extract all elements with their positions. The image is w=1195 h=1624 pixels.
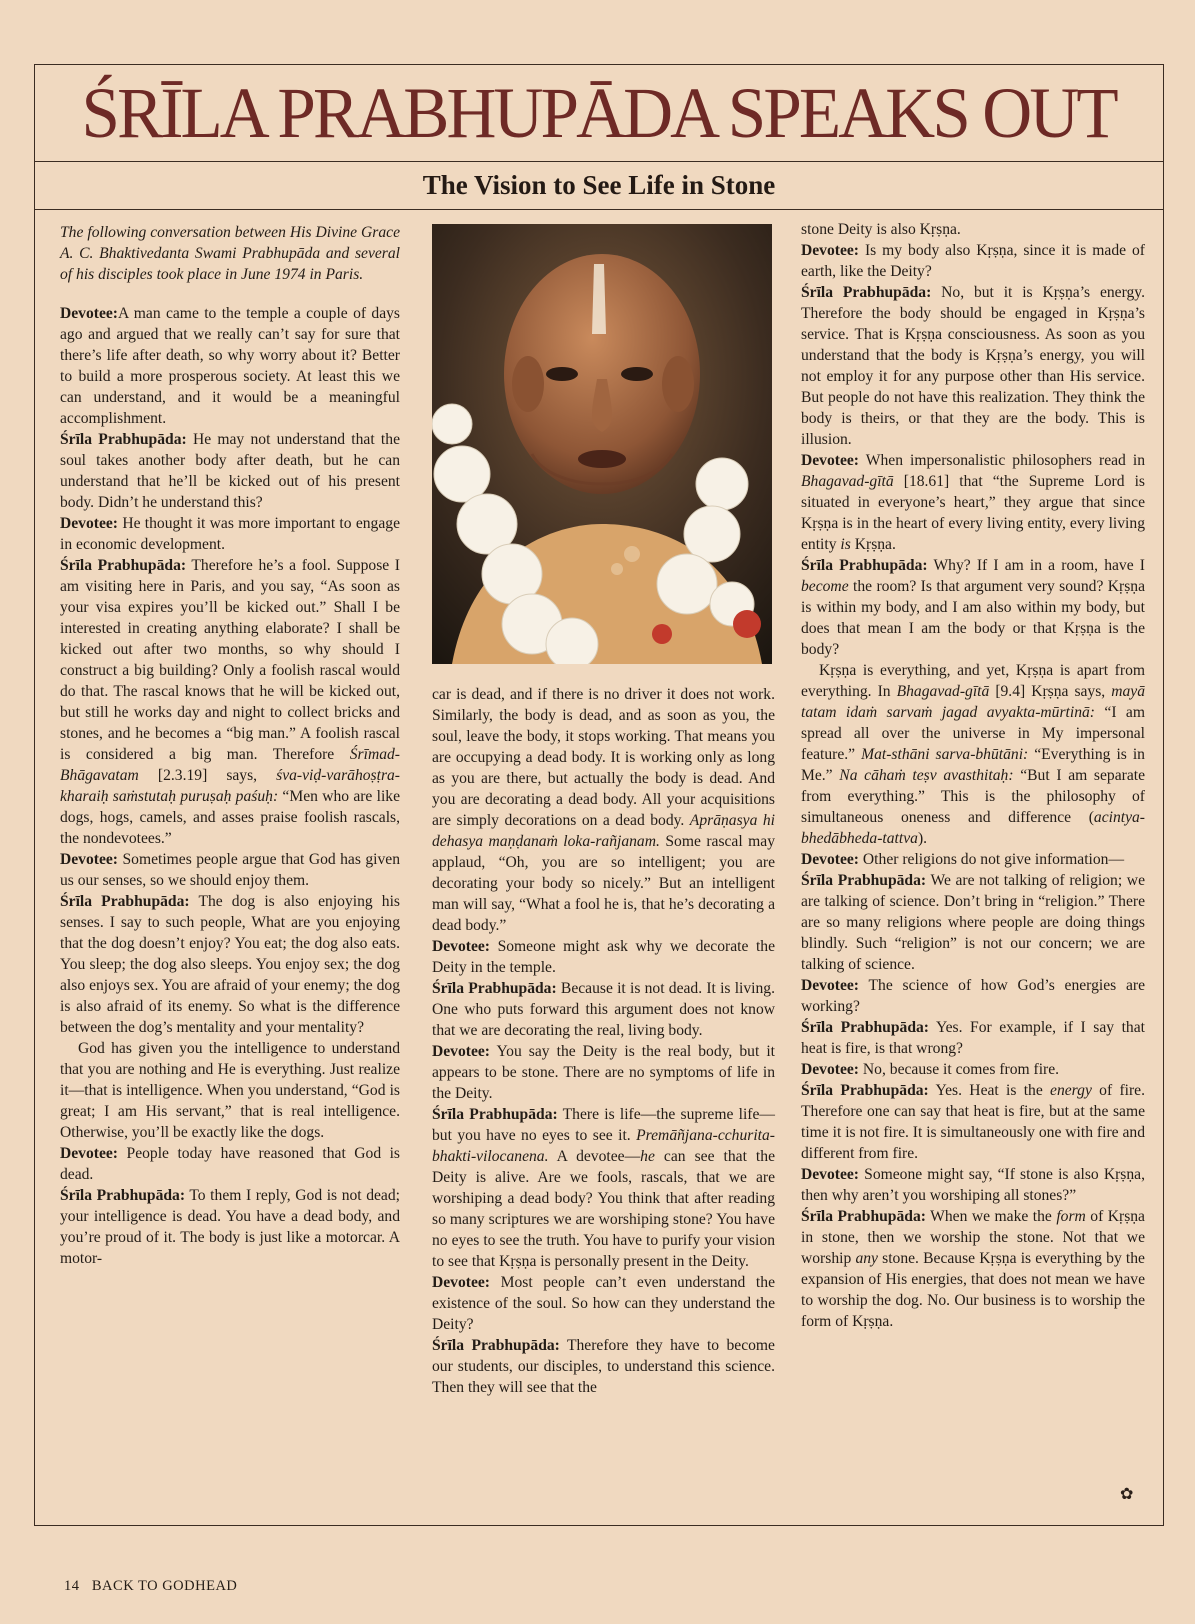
speaker-devotee: Devotee: (801, 242, 860, 259)
paragraph: Śrīla Prabhupāda: To them I reply, God is not dead; your intelligence is dead. You have a dead body, and you’re proud of it. The body is just like a motorcar. A motor- (60, 1187, 400, 1267)
paragraph: God has given you the intelligence to understand that you are nothing and He is everything. Just realize it—that is intelligence. When you understand, “God is great; I am His servant,” that is real intelligence. Otherwise, you’ll be exactly like the dogs. (60, 1040, 400, 1141)
paragraph: Devotee: Someone might say, “If stone is also Kṛṣṇa, then why aren’t you worshiping all stones?” (801, 1166, 1145, 1204)
speaker-devotee: Devotee: (432, 1043, 491, 1060)
speaker-devotee: Devotee: (60, 1145, 119, 1162)
paragraph: Śrīla Prabhupāda: No, but it is Kṛṣṇa’s energy. Therefore the body should be engaged in Kṛṣṇa’s service. That is Kṛṣṇa consciousness. As soon as you understand that the body is Kṛṣṇa’s energy, you will not employ it for any purpose other than His service. But people do not have this realization. They think the body is theirs, or that they are the body. This is illusion. (801, 284, 1145, 448)
paragraph: stone Deity is also Kṛṣṇa. (801, 221, 961, 238)
end-mark-icon: ✿ (1120, 1486, 1134, 1503)
paragraph: Devotee: Someone might ask why we decorate the Deity in the temple. (432, 938, 775, 976)
title-box (35, 65, 1163, 162)
portrait-photo (432, 224, 772, 664)
speaker-prabhupada: Śrīla Prabhupāda: (432, 1106, 558, 1123)
paragraph: Śrīla Prabhupāda: Because it is not dead. It is living. One who puts forward this argument does not know that we are decorating the real, living body. (432, 980, 775, 1039)
speaker-devotee: Devotee: (432, 1274, 491, 1291)
speaker-devotee: Devotee: (60, 305, 119, 322)
page-footer (64, 1578, 237, 1595)
page-subtitle: The Vision to See Life in Stone (422, 169, 776, 200)
page-title: ŚRĪLA PRABHUPĀDA SPEAKS OUT (81, 72, 1117, 153)
paragraph: Śrīla Prabhupāda: There is life—the supreme life—but you have no eyes to see it. Premāñjana-cchurita-bhakti-vilocanena. A devotee—he can see that the Deity is alive. Are we fools, rascals, that we are worshiping a dead body? You think that after reading so many scriptures we are worshiping stone? You have no eyes to see the truth. You have to purify your vision to see that Kṛṣṇa is personally present in the Deity. (432, 1106, 775, 1270)
intro-text: The following conversation between His Divine Grace A. C. Bhaktivedanta Swami Prabhupāda and several of his disciples took place in June 1974 in Paris. (60, 224, 400, 283)
column-2 (432, 684, 775, 1398)
speaker-devotee: Devotee: (801, 1166, 860, 1183)
paragraph: Devotee: Other religions do not give information— (801, 851, 1125, 868)
paragraph: Devotee:A man came to the temple a couple of days ago and argued that we really can’t say for sure that there’s life after death, so why worry about it? Better to build a more prosperous society. At least this we can understand, and it would be a meaningful accomplishment. (60, 305, 400, 427)
paragraph: Śrīla Prabhupāda: Yes. For example, if I say that heat is fire, is that wrong? (801, 1019, 1145, 1057)
speaker-devotee: Devotee: (801, 452, 860, 469)
portrait-illustration (432, 224, 772, 664)
paragraph: Śrīla Prabhupāda: Why? If I am in a room, have I become the room? Is that argument very sound? Kṛṣṇa is within my body, and I am also within my body, but does that mean I am the body or that Kṛṣṇa is the body? (801, 557, 1145, 658)
speaker-prabhupada: Śrīla Prabhupāda: (432, 980, 557, 997)
paragraph: Kṛṣṇa is everything, and yet, Kṛṣṇa is apart from everything. In Bhagavad-gītā [9.4] Kṛṣṇa says, mayā tatam idaṁ sarvaṁ jagad avyakta-mūrtinā: “I am spread all over the universe in My impersonal feature.” Mat-sthāni sarva-bhūtāni: “Everything is in Me.” Na cāhaṁ teṣv avasthitaḥ: “But I am separate from everything.” This is the philosophy of simultaneous oneness and difference (acintya-bhedābheda-tattva). (801, 662, 1146, 847)
paragraph: Śrīla Prabhupāda: When we make the form of Kṛṣṇa in stone, then we worship the stone. Not that we worship any stone. Because Kṛṣṇa is everything by the expansion of His energies, that does not mean we have to worship the dog. No. Our business is to worship the form of Kṛṣṇa. (801, 1208, 1145, 1330)
paragraph: Devotee: People today have reasoned that God is dead. (60, 1145, 401, 1183)
paragraph: Śrīla Prabhupāda: We are not talking of religion; we are talking of science. Don’t bring in “religion.” There are so many religions where people are doing things blindly. Such “religion” is not our concern; we are talking of science. (801, 872, 1145, 973)
speaker-prabhupada: Śrīla Prabhupāda: (801, 284, 932, 301)
speaker-prabhupada: Śrīla Prabhupāda: (432, 1337, 560, 1354)
paragraph: Devotee: No, because it comes from fire. (801, 1061, 1060, 1078)
paragraph: Śrīla Prabhupāda: The dog is also enjoying his senses. I say to such people, What are you enjoying that the dog doesn’t enjoy? You eat; the dog also eats. You sleep; the dog also sleeps. You enjoy sex; the dog also enjoys sex. You are afraid of your enemy; the dog is also afraid of its enemy. So what is the difference between the dog’s mentality and your mentality? (60, 893, 400, 1036)
speaker-prabhupada: Śrīla Prabhupāda: (801, 1208, 926, 1225)
speaker-prabhupada: Śrīla Prabhupāda: (801, 557, 928, 574)
paragraph: Devotee: Is my body also Kṛṣṇa, since it is made of earth, like the Deity? (801, 242, 1145, 280)
speaker-devotee: Devotee: (801, 977, 860, 994)
speaker-prabhupada: Śrīla Prabhupāda: (801, 872, 927, 889)
paragraph: Devotee: You say the Deity is the real body, but it appears to be stone. There are no symptoms of life in the Deity. (432, 1043, 775, 1102)
paragraph: Devotee: Sometimes people argue that God has given us our senses, so we should enjoy them. (60, 851, 400, 889)
paragraph: car is dead, and if there is no driver it does not work. Similarly, the body is dead, and as soon as you, the soul, leave the body, it stops working. That means you are occupying a dead body. It is working only as long as you are there, but actually the body is dead. And you are decorating a dead body. All your acquisitions are simply decorations on a dead body. Aprāṇasya hi dehasya maṇḍanaṁ loka-rañjanam. Some rascal may applaud, “Oh, you are so intelligent; you are decorating your body so nicely.” But an intelligent man will say, “What a fool he is, that he’s decorating a dead body.” (432, 686, 775, 934)
paragraph: Śrīla Prabhupāda: He may not understand that the soul takes another body after death, but he can understand that he’ll be kicked out of his present body. Didn’t he understand this? (60, 431, 400, 511)
column-1 (60, 222, 400, 1269)
paragraph: Śrīla Prabhupāda: Therefore they have to become our students, our disciples, to understand this science. Then they will see that the (432, 1337, 775, 1396)
speaker-prabhupada: Śrīla Prabhupāda: (801, 1019, 929, 1036)
paragraph: Śrīla Prabhupāda: Therefore he’s a fool. Suppose I am visiting here in Paris, and you say, “As soon as your visa expires you’ll be kicked out.” Shall I be interested in creating anything elaborate? I shall be kicked out after two months, so why should I construct a big building? Only a foolish rascal would do that. The rascal knows that he will be kicked out, but still he works day and night to collect bricks and stones, and he becomes a “big man.” A foolish rascal is considered a big man. Therefore Śrīmad-Bhāgavatam [2.3.19] says, śva-viḍ-varāhoṣṭra-kharaiḥ saṁstutaḥ puruṣaḥ paśuḥ: “Men who are like dogs, hogs, camels, and asses praise foolish rascals, the nondevotees.” (60, 557, 401, 847)
speaker-devotee: Devotee: (60, 851, 119, 868)
speaker-prabhupada: Śrīla Prabhupāda: (60, 431, 187, 448)
paragraph: Devotee: The science of how God’s energies are working? (801, 977, 1145, 1015)
speaker-devotee: Devotee: (60, 515, 119, 532)
paragraph: Śrīla Prabhupāda: Yes. Heat is the energy of fire. Therefore one can say that heat is fire, but at the same time it is not fire. It is simultaneously one with fire and different from fire. (801, 1082, 1145, 1162)
publication-name: BACK TO GODHEAD (91, 1578, 238, 1594)
speaker-prabhupada: Śrīla Prabhupāda: (60, 893, 190, 910)
paragraph: Devotee: He thought it was more important to engage in economic development. (60, 515, 400, 553)
speaker-devotee: Devotee: (432, 938, 491, 955)
speaker-devotee: Devotee: (801, 851, 860, 868)
speaker-prabhupada: Śrīla Prabhupāda: (60, 1187, 186, 1204)
speaker-prabhupada: Śrīla Prabhupāda: (60, 557, 187, 574)
speaker-devotee: Devotee: (801, 1061, 860, 1078)
page-number: 14 (64, 1578, 80, 1594)
paragraph: Devotee: Most people can’t even understand the existence of the soul. So how can they understand the Deity? (432, 1274, 775, 1333)
speaker-prabhupada: Śrīla Prabhupāda: (801, 1082, 929, 1099)
subtitle-box (35, 161, 1163, 210)
column-3 (801, 219, 1145, 1332)
paragraph: Devotee: When impersonalistic philosophers read in Bhagavad-gītā [18.61] that “the Supreme Lord is situated in everyone’s heart,” they argue that since Kṛṣṇa is in the heart of every living entity, every living entity is Kṛṣṇa. (801, 452, 1146, 553)
